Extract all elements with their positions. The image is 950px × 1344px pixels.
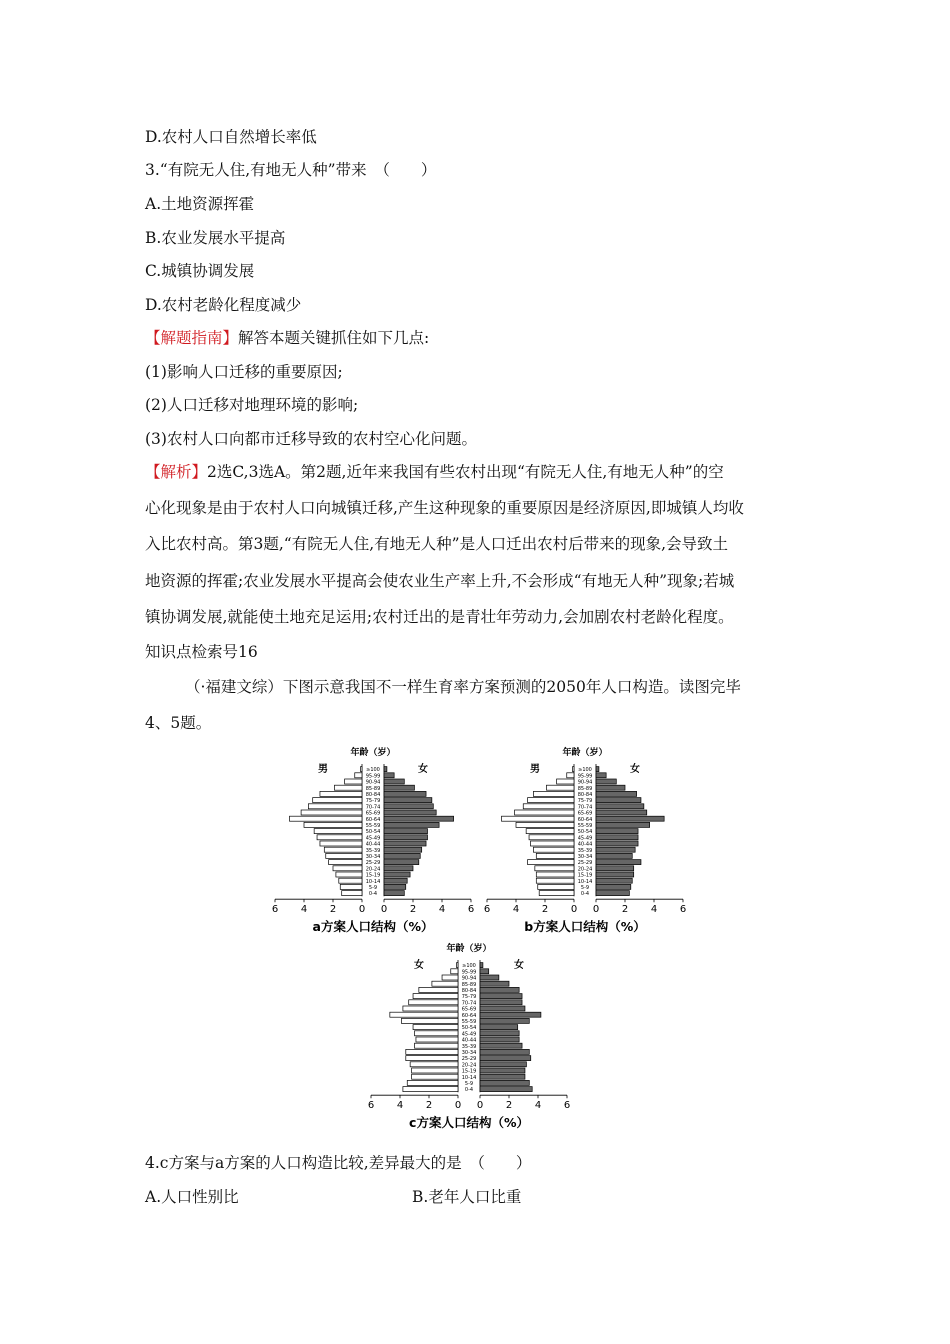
male-bar [442,975,458,980]
female-bar [596,779,616,784]
age-group-label: 75-79 [461,994,477,1001]
x-tick-label: 4 [650,904,658,916]
female-bar [384,804,433,809]
female-bar [384,853,420,858]
male-bar [536,878,574,883]
female-bar [384,860,419,865]
female-bar [480,1043,522,1048]
age-group-label: 20-24 [365,866,381,873]
age-group-label: 70-74 [461,1000,477,1007]
female-bar [480,1031,519,1036]
female-bar [384,847,422,852]
male-bar [355,773,362,778]
female-bar [596,884,631,889]
age-group-label: 60-64 [577,816,593,823]
age-group-label: 90-94 [365,779,381,786]
female-bar [480,1074,525,1079]
x-tick-label: 2 [409,904,417,916]
age-group-label: 35-39 [461,1043,477,1050]
age-group-label: 85-89 [461,981,477,988]
male-bar [313,798,362,803]
male-bar [320,841,362,846]
female-bar [384,872,410,877]
male-bar [413,1025,458,1030]
male-bar [533,847,574,852]
male-bar [533,791,574,796]
x-tick-label: 4 [512,904,520,916]
male-bar [403,1087,458,1092]
question-3: 3.“有院无人住,有地无人种”带来 （ ） [145,161,437,179]
female-bar [480,975,499,980]
female-bar [596,804,644,809]
age-group-label: 45-49 [577,835,593,842]
female-bar [596,872,634,877]
age-group-label: ≥100 [366,767,380,774]
female-label: 女 [630,764,640,775]
analysis-line-4: 地资源的挥霍;农业发展水平提高会使农业生产率上升,不会形成“有地无人种”现象;若城 [145,572,735,590]
analysis-text-1: 2选C,3选A。第2题,近年来我国有些农村出现“有院无人住,有地无人种”的空 [207,463,724,481]
age-group-label: 45-49 [365,835,381,842]
x-tick-label: 4 [534,1100,542,1112]
pyramid-chart-b [467,740,700,940]
male-bar [329,860,362,865]
male-bar [342,891,362,896]
knowledge-index: 知识点检索号16 [145,643,258,661]
male-bar [314,829,362,834]
option-d: D.农村老龄化程度减少 [145,296,302,314]
female-label: 女 [418,764,428,775]
option-d-prev: D.农村人口自然增长率低 [145,128,317,146]
pyramid-chart-a [258,740,491,940]
age-group-label: 30-34 [577,854,593,860]
guide-point-2: (2)人口迁移对地理环境的影响; [145,396,359,414]
female-bar [596,798,641,803]
age-group-label: 0-4 [368,891,378,898]
male-bar [526,829,574,834]
female-bar [384,810,436,815]
age-group-label: 40-44 [365,841,381,848]
age-group-label: 95-99 [577,773,593,780]
female-bar [480,1049,529,1054]
female-bar [480,1087,532,1092]
female-bar [480,1056,531,1061]
analysis-line-1 [145,462,724,482]
age-group-label: 80-84 [461,988,477,994]
male-bar [535,866,574,871]
age-group-label: 15-19 [365,872,381,879]
x-tick-label: 4 [438,904,446,916]
age-group-label: 20-24 [461,1062,477,1069]
female-bar [480,1068,525,1073]
x-tick-label: 0 [476,1100,484,1112]
age-group-label: 60-64 [365,816,381,823]
age-group-label: 90-94 [577,779,593,786]
male-bar [324,847,362,852]
male-bar [317,835,362,840]
option-b: B.农业发展水平提高 [145,229,286,247]
male-bar [290,816,363,821]
x-tick-label: 6 [367,1100,375,1112]
analysis-line-3: 入比农村高。第3题,“有院无人住,有地无人种”是人口迁出农村后带来的现象,会导致土 [145,535,728,553]
male-bar [451,969,458,974]
male-bar [403,1006,458,1011]
male-bar [401,1018,458,1023]
age-group-label: 75-79 [365,798,381,805]
age-group-label: 30-34 [461,1050,477,1056]
male-label: 女 [414,960,424,971]
female-bar [384,798,432,803]
age-group-label: 55-59 [461,1019,477,1025]
female-bar [596,835,638,840]
age-group-label: 40-44 [577,841,593,848]
analysis-line-2: 心化现象是由于农村人口向城镇迁移,产生这种现象的重要原因是经济原因,即城镇人均收 [145,499,744,517]
age-group-label: 50-54 [461,1025,477,1032]
male-bar [390,1012,458,1017]
age-group-label: 10-14 [461,1074,477,1081]
female-bar [384,841,426,846]
intro-line-1: （·福建文综）下图示意我国不一样生育率方案预测的2050年人口构造。读图完毕 [185,678,741,696]
x-tick-label: 2 [541,904,549,916]
female-bar [384,884,406,889]
male-bar [407,1080,458,1085]
age-group-label: 30-34 [365,854,381,860]
male-bar [333,866,362,871]
pyramid-chart-c [354,936,584,1136]
age-group-label: 65-69 [461,1006,477,1013]
age-group-label: 25-29 [461,1056,477,1063]
male-bar [523,804,574,809]
age-group-label: ≥100 [462,963,476,970]
female-bar [384,866,413,871]
female-bar [384,891,404,896]
male-bar [515,810,574,815]
female-bar [596,773,606,778]
male-bar [528,798,574,803]
age-group-label: 10-14 [365,878,381,885]
age-group-label: 50-54 [365,829,381,836]
option-4a: A.人口性别比 [145,1188,239,1206]
male-bar [410,1062,458,1067]
age-group-label: 60-64 [461,1012,477,1019]
male-bar [308,804,362,809]
female-bar [480,1006,525,1011]
male-bar [361,767,362,772]
male-bar [413,994,458,999]
age-group-label: 5-9 [580,885,590,891]
female-bar [596,891,629,896]
x-tick-label: 0 [380,904,388,916]
age-group-label: 65-69 [577,810,593,817]
age-group-label: 95-99 [365,773,381,780]
male-bar [336,872,362,877]
chart-title: a方案人口结构（%） [312,919,434,935]
female-bar [596,791,637,796]
male-bar [326,853,362,858]
age-group-label: 95-99 [461,969,477,976]
option-c: C.城镇协调发展 [145,262,255,280]
male-bar [538,884,574,889]
age-group-label: 85-89 [365,785,381,792]
male-bar [415,1043,459,1048]
age-group-label: 70-74 [365,804,381,811]
female-bar [596,853,632,858]
female-label: 女 [514,960,524,971]
age-group-label: 90-94 [461,975,477,982]
x-tick-label: 6 [271,904,279,916]
female-bar [384,822,439,827]
age-group-label: 85-89 [577,785,593,792]
age-group-label: 80-84 [365,792,381,798]
x-tick-label: 4 [300,904,308,916]
female-bar [480,1018,529,1023]
female-bar [384,779,404,784]
age-group-label: 15-19 [577,872,593,879]
guide-point-1: (1)影响人口迁移的重要原因; [145,363,343,381]
age-group-label: 10-14 [577,878,593,885]
age-group-label: 35-39 [365,847,381,854]
x-tick-label: 2 [505,1100,513,1112]
x-tick-label: 0 [570,904,578,916]
male-bar [536,872,574,877]
male-bar [409,1000,458,1005]
female-bar [596,860,641,865]
female-bar [480,987,519,992]
age-group-label: 75-79 [577,798,593,805]
x-tick-label: 2 [425,1100,433,1112]
question-4: 4.c方案与a方案的人口构造比较,差异最大的是 （ ） [145,1154,532,1172]
x-tick-label: 0 [358,904,366,916]
age-group-label: 5-9 [368,885,378,891]
male-bar [528,860,574,865]
female-bar [384,878,407,883]
female-bar [480,1012,541,1017]
chart-title: c方案人口结构（%） [409,1115,529,1131]
female-bar [384,773,394,778]
age-group-label: 40-44 [461,1037,477,1044]
male-label: 男 [530,764,540,775]
male-bar [567,773,574,778]
age-group-label: 25-29 [577,860,593,867]
male-bar [546,785,574,790]
male-bar [406,1056,458,1061]
age-group-label: 15-19 [461,1068,477,1075]
age-group-label: 55-59 [365,823,381,829]
age-group-label: 0-4 [580,891,590,898]
analysis-tag: 【解析】 [145,463,208,481]
male-bar [406,1049,458,1054]
chart-title: b方案人口结构（%） [524,919,646,935]
age-group-label: 45-49 [461,1031,477,1038]
male-bar [457,963,458,968]
x-tick-label: 2 [329,904,337,916]
age-group-label: 0-4 [464,1087,474,1094]
female-bar [596,829,638,834]
age-group-label: 20-24 [577,866,593,873]
male-bar [301,810,362,815]
female-bar [384,767,387,772]
age-group-label: 25-29 [365,860,381,867]
age-axis-label: 年龄（岁） [562,748,608,758]
male-bar [573,767,574,772]
age-group-label: 50-54 [577,829,593,836]
male-bar [419,987,458,992]
x-tick-label: 4 [396,1100,404,1112]
female-bar [480,994,522,999]
guide-point-3: (3)农村人口向都市迁移导致的农村空心化问题。 [145,430,477,448]
male-bar [304,822,362,827]
option-4b: B.老年人口比重 [412,1188,522,1206]
age-group-label: 80-84 [577,792,593,798]
female-bar [480,1025,518,1030]
female-bar [480,1080,529,1085]
male-bar [339,878,362,883]
female-bar [384,835,428,840]
female-bar [596,841,638,846]
age-group-label: 5-9 [464,1081,474,1087]
male-bar [432,981,458,986]
male-bar [412,1074,458,1079]
female-bar [480,963,483,968]
female-bar [596,866,634,871]
guide-tag: 【解题指南】 [145,329,239,347]
age-group-label: 35-39 [577,847,593,854]
female-bar [480,981,509,986]
male-bar [531,841,575,846]
female-bar [596,847,635,852]
female-bar [480,969,489,974]
x-tick-label: 6 [563,1100,571,1112]
female-bar [480,1062,526,1067]
male-bar [334,785,362,790]
age-axis-label: 年龄（岁） [446,944,492,954]
male-bar [557,779,574,784]
x-tick-label: 6 [679,904,687,916]
age-group-label: ≥100 [578,767,592,774]
male-bar [320,791,362,796]
female-bar [384,791,426,796]
female-bar [596,810,647,815]
male-bar [516,822,574,827]
x-tick-label: 0 [592,904,600,916]
female-bar [596,822,650,827]
female-bar [596,785,625,790]
analysis-line-5: 镇协调发展,就能使土地充足运用;农村迁出的是青壮年劳动力,会加剧农村老龄化程度。 [145,608,734,626]
female-bar [596,767,599,772]
x-tick-label: 6 [483,904,491,916]
male-bar [340,884,362,889]
guide-line [145,328,429,348]
male-bar [502,816,575,821]
female-bar [480,1000,522,1005]
age-group-label: 55-59 [577,823,593,829]
guide-text: 解答本题关键抓住如下几点: [238,329,430,347]
age-group-label: 70-74 [577,804,593,811]
x-tick-label: 2 [621,904,629,916]
male-bar [529,835,574,840]
female-bar [596,816,664,821]
x-tick-label: 0 [454,1100,462,1112]
age-group-label: 65-69 [365,810,381,817]
male-bar [416,1037,458,1042]
female-bar [384,785,414,790]
female-bar [384,829,428,834]
option-a: A.土地资源挥霍 [145,195,255,213]
x-tick-label: 6 [467,904,475,916]
male-label: 男 [318,764,328,775]
male-bar [345,779,362,784]
female-bar [480,1037,519,1042]
male-bar [412,1068,458,1073]
male-bar [536,853,574,858]
male-bar [415,1031,459,1036]
intro-line-2: 4、5题。 [145,714,212,732]
male-bar [539,891,574,896]
female-bar [384,816,454,821]
female-bar [596,878,632,883]
age-axis-label: 年龄（岁） [350,748,396,758]
